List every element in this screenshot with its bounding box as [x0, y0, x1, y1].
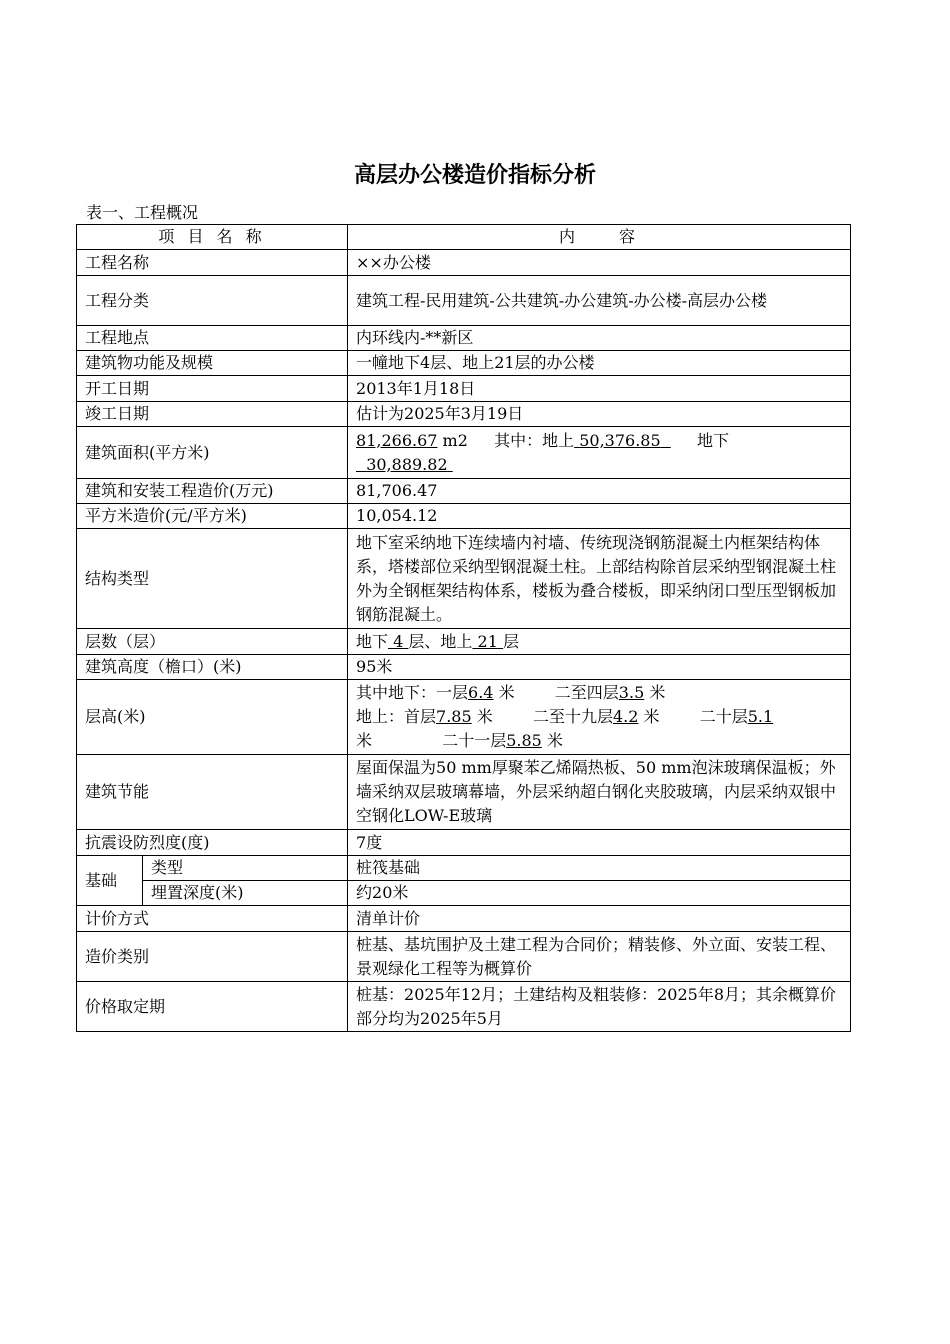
fh-ag-label: 地上：首层: [356, 707, 437, 726]
row-value: 桩筏基础: [348, 856, 851, 881]
header-content: 内 容: [348, 225, 851, 250]
fh-ug1: 6.4: [468, 683, 494, 702]
row-label: 计价方式: [77, 906, 348, 932]
row-value: 内环线内-**新区: [348, 326, 851, 351]
page-title: 高层办公楼造价指标分析: [353, 163, 596, 188]
header-item: 项 目 名 称: [77, 225, 348, 250]
row-label: 工程分类: [77, 276, 348, 326]
fh-ag4: 5.85: [506, 731, 542, 750]
fh-ag1: 7.85: [436, 707, 472, 726]
fh-ag3-label: 二十层: [699, 707, 748, 726]
table-row: [77, 402, 851, 427]
table-row: [77, 479, 851, 504]
fh-unit: 米: [546, 731, 563, 750]
area-unit: m2: [442, 430, 468, 450]
row-sublabel: 埋置深度(米): [143, 881, 348, 906]
row-value: 95米: [348, 655, 851, 680]
fh-ag3: 5.1: [747, 707, 774, 726]
fh-unit: 米: [498, 683, 515, 702]
fh-ug2: 3.5: [618, 683, 645, 702]
row-value: 10,054.12: [348, 504, 851, 529]
area-below: 30,889.82: [366, 454, 448, 474]
row-value: 桩基、基坑围护及土建工程为合同价；精装修、外立面、安装工程、景观绿化工程等为概算价: [348, 932, 851, 982]
row-value: 估计为2025年3月19日: [348, 402, 851, 427]
row-label: 竣工日期: [77, 402, 348, 427]
table-caption: 表一、工程概况: [86, 203, 199, 222]
table-row: [77, 680, 851, 755]
table-row: [77, 326, 851, 351]
fh-unit: 米: [643, 707, 660, 726]
fh-unit: 米: [356, 731, 373, 750]
row-label: 平方米造价(元/平方米): [77, 504, 348, 529]
table-row: [77, 276, 851, 326]
row-label: 层高(米): [77, 680, 348, 755]
row-label: 建筑面积(平方米): [77, 427, 348, 479]
row-value: 2013年1月18日: [348, 376, 851, 402]
table-row: [77, 906, 851, 932]
row-value: 7度: [348, 830, 851, 856]
row-value: 地下室采纳地下连续墙内衬墙、传统现浇钢筋混凝土内框架结构体系，塔楼部位采纳型钢混凝土柱。上部结构除首层采纳型钢混凝土柱外为全钢框架结构体系，楼板为叠合楼板，即采纳闭口型压型钢板加钢筋混凝土。: [348, 529, 851, 629]
row-value: 一幢地下4层、地上21层的办公楼: [348, 351, 851, 376]
project-overview-table: [76, 224, 851, 1032]
fh-ug-label: 其中地下：一层: [356, 683, 469, 702]
fh-ug2-label: 二至四层: [554, 683, 619, 702]
row-value: 桩基：2025年12月；土建结构及粗装修：2025年8月；其余概算价部分均为2025年5月: [348, 982, 851, 1032]
row-label: 工程地点: [77, 326, 348, 351]
table-row: [77, 504, 851, 529]
row-value: ××办公楼: [348, 250, 851, 276]
table-row: [77, 655, 851, 680]
row-label: 结构类型: [77, 529, 348, 629]
table-row: [77, 376, 851, 402]
floors-below-label: 地下: [356, 631, 389, 651]
table-row: [77, 881, 851, 906]
row-label: 建筑物功能及规模: [77, 351, 348, 376]
row-value: [348, 427, 851, 479]
row-label: 建筑高度（檐口）(米): [77, 655, 348, 680]
row-label: 造价类别: [77, 932, 348, 982]
row-label: 层数（层）: [77, 629, 348, 655]
table-row: [77, 982, 851, 1032]
row-value: [348, 629, 851, 655]
row-label: 工程名称: [77, 250, 348, 276]
table-row: [77, 629, 851, 655]
table-row: [77, 427, 851, 479]
row-label: 抗震设防烈度(度): [77, 830, 348, 856]
table-header-row: [77, 225, 851, 250]
fh-unit: 米: [476, 707, 493, 726]
table-row: [77, 529, 851, 629]
fh-ag4-label: 二十一层: [442, 731, 507, 750]
row-label: 开工日期: [77, 376, 348, 402]
table-row: [77, 830, 851, 856]
row-value: 清单计价: [348, 906, 851, 932]
table-row: [77, 856, 851, 881]
area-above: 50,376.85: [579, 430, 661, 450]
floors-below: 4: [393, 631, 404, 651]
floors-mid: 层、地上: [408, 631, 473, 651]
fh-unit: 米: [649, 683, 666, 702]
fh-ag2: 4.2: [612, 707, 639, 726]
area-of-which: 其中：地上: [494, 430, 575, 450]
area-below-label: 地下: [697, 430, 730, 450]
row-value: 81,706.47: [348, 479, 851, 504]
row-value: 约20米: [348, 881, 851, 906]
row-value: [348, 680, 851, 755]
row-label: 基础: [77, 856, 143, 906]
table-row: [77, 932, 851, 982]
table-row: [77, 755, 851, 830]
fh-ag2-label: 二至十九层: [532, 707, 613, 726]
row-label: 价格取定期: [77, 982, 348, 1032]
floors-above: 21: [477, 631, 498, 651]
table-row: [77, 351, 851, 376]
row-label: 建筑节能: [77, 755, 348, 830]
table-row: [77, 250, 851, 276]
row-label: 建筑和安装工程造价(万元): [77, 479, 348, 504]
row-value: 屋面保温为50 mm厚聚苯乙烯隔热板、50 mm泡沫玻璃保温板；外墙采纳双层玻璃幕墙，外层采纳超白钢化夹胶玻璃，内层采纳双银中空钢化LOW-E玻璃: [348, 755, 851, 830]
row-sublabel: 类型: [143, 856, 348, 881]
floors-end: 层: [502, 631, 519, 651]
row-value: 建筑工程-民用建筑-公共建筑-办公建筑-办公楼-高层办公楼: [348, 276, 851, 326]
area-total: 81,266.67: [356, 430, 438, 450]
